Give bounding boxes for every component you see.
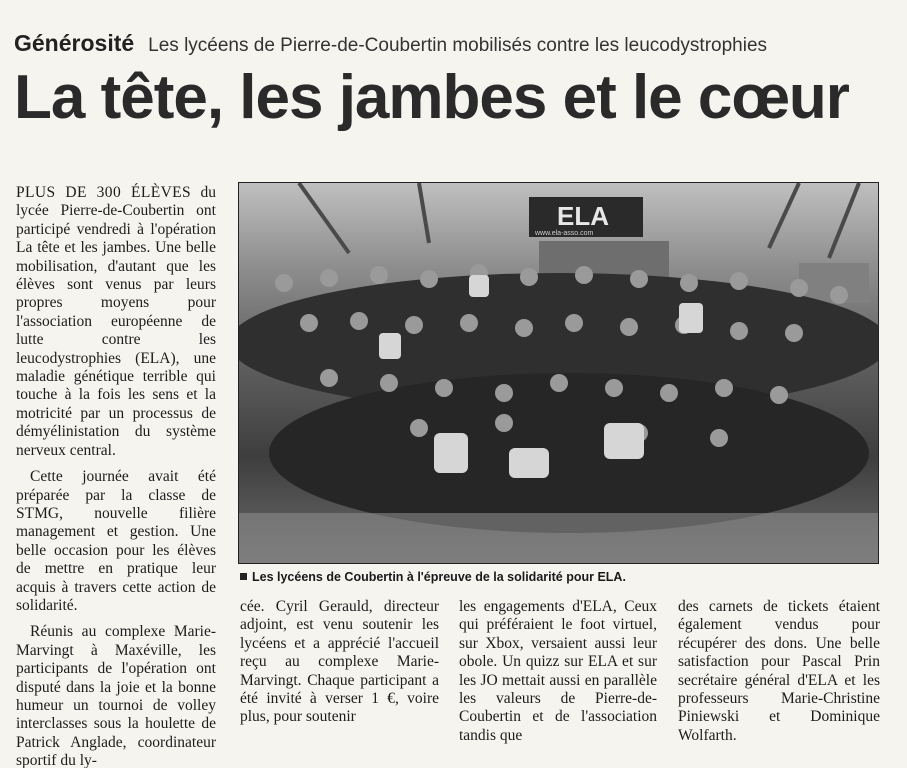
roof-beam (419, 183, 429, 243)
caption-square-icon (240, 573, 247, 580)
ela-banner-text: ELA (557, 201, 609, 231)
article-column-1 (16, 184, 216, 768)
gym-floor (239, 513, 879, 564)
headline: La tête, les jambes et le cœur (14, 63, 849, 132)
article-column-3 (459, 598, 657, 745)
article-column-2 (240, 598, 439, 727)
column-3-text: les engagements d'ELA, Ceux qui préféraient le foot virtuel, sur Xbox, versaient aussi leur obole. Un quizz sur ELA et sur les JO mettait aussi en parallèle les valeurs de Pierre-de-Coubertin et de l'association tandis que (459, 598, 657, 744)
paragraph-1-body: du lycée Pierre-de-Coubertin ont participé vendredi à l'opération La tête et les jambes. Une belle mobilisation, d'autant que les élèves sont venus par leurs propres moyens pour l'association européenne de lutte contre les leucodystrophies (ELA), une maladie génétique terrible qui touche à la fois les sens et la motricité par un processus de démyélinistation du système nerveux central. (16, 184, 217, 459)
photo-caption (240, 570, 626, 584)
group-photo-drawing (239, 183, 879, 564)
ela-banner-url: www.ela-asso.com (535, 230, 594, 237)
paragraph-3: Réunis au complexe Marie-Marvingt à Maxéville, les participants de l'opération ont disputé dans la joie et la bonne humeur un tournoi de volley interclasses sous la houlette de Patrick Anglade, coordinateur sportif du ly- (16, 623, 216, 768)
header-row (14, 30, 767, 57)
article-column-4 (678, 598, 880, 745)
column-4-text: des carnets de tickets étaient également vendus pour récupérer des dons. Une belle satisfaction pour Pascal Prin secrétaire général d'ELA et les professeurs Marie-Christine Piniewski et Dominique Wolfarth. (678, 598, 880, 744)
roof-beam (769, 183, 799, 248)
kicker: Générosité (14, 30, 135, 56)
lead-in: PLUS DE 300 ÉLÈVES (16, 184, 192, 201)
column-2-text: cée. Cyril Gerauld, directeur adjoint, est venu soutenir les lycéens et a apprécié l'accueil reçu au complexe Marie-Marvingt. Chaque participant a été invité à verser 1 €, voire plus, pour soutenir (240, 598, 439, 726)
roof-beam (299, 183, 349, 253)
paragraph-1 (16, 184, 216, 460)
paragraph-2: Cette journée avait été préparée par la classe de STMG, nouvelle filière management et gestion. Une belle occasion pour les élèves de mettre en pratique leur acquis à travers cette action de solidarité. (16, 468, 216, 614)
subheadline: Les lycéens de Pierre-de-Coubertin mobilisés contre les leucodystrophies (148, 35, 768, 56)
group-photo (238, 182, 879, 564)
roof-beam (829, 183, 859, 258)
photo-caption-text: Les lycéens de Coubertin à l'épreuve de la solidarité pour ELA. (252, 570, 626, 584)
